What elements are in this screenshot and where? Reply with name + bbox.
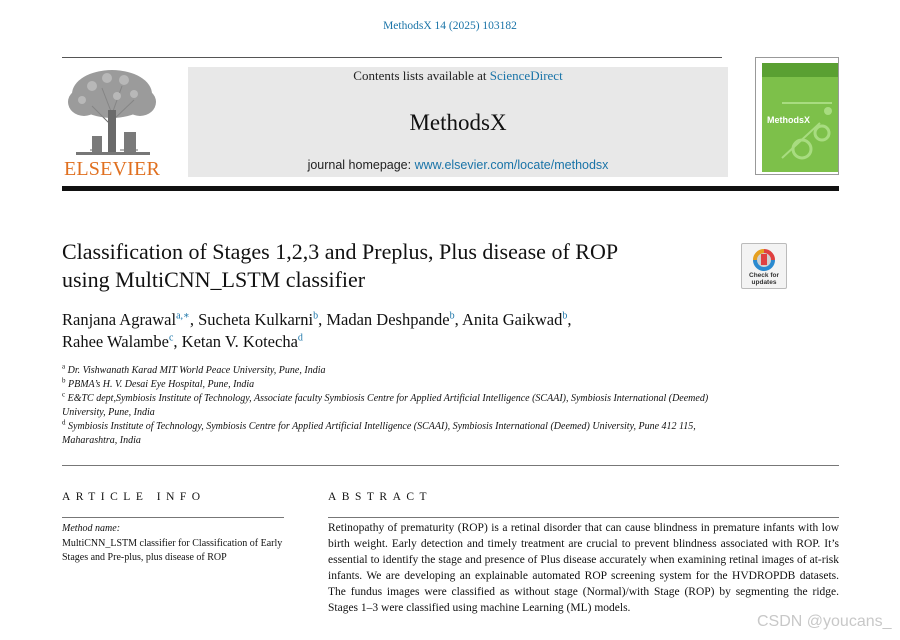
article-title (62, 238, 722, 294)
author-name[interactable]: Anita Gaikwad (461, 310, 563, 329)
author-name[interactable]: Sucheta Kulkarni (198, 310, 314, 329)
affiliation-text: PBMA’s H. V. Desai Eye Hospital, Pune, India (68, 379, 255, 390)
journal-reference[interactable]: MethodsX 14 (2025) 103182 (383, 20, 517, 32)
affiliation-text: Dr. Vishwanath Karad MIT World Peace University, Pune, India (67, 365, 326, 376)
contents-prefix: Contents lists available at (353, 68, 490, 83)
check-for-updates-line1: Check for (749, 272, 779, 279)
abstract-heading: ABSTRACT (328, 491, 433, 503)
affiliation-key: b (62, 376, 66, 385)
author-list (62, 309, 762, 353)
affiliation-key: a (62, 362, 66, 371)
author-affiliation-marker[interactable]: b (313, 310, 319, 322)
affiliation-key: c (62, 390, 66, 399)
article-info-rule (62, 517, 284, 518)
elsevier-wordmark: ELSEVIER (63, 158, 161, 180)
author-name[interactable]: Madan Deshpande (326, 310, 450, 329)
homepage-prefix: journal homepage: (307, 158, 415, 172)
check-for-updates-label (742, 272, 786, 286)
affiliation-item (62, 420, 727, 448)
author-name[interactable]: Rahee Walambe (62, 332, 169, 351)
cover-art (762, 63, 838, 172)
csdn-watermark: CSDN @youcans_ (757, 613, 892, 630)
author-affiliation-marker[interactable]: d (297, 332, 303, 344)
check-for-updates-icon (742, 246, 786, 274)
contents-line (188, 68, 728, 84)
section-divider (62, 465, 839, 466)
author-separator: , (189, 310, 199, 329)
abstract-text: Retinopathy of prematurity (ROP) is a retinal disorder that can cause blindness in premature infants with low birth weight. Early detection and timely treatment are crucial to prevent blindness associated with ROP. It’s essential to identify the stage and presence of Plus disease accurately when examining retinal images of at-risk infants. We are developing an explainable automated ROP screening system for the HVDROPDB datasets. The fundus images were classified as without stage (Normal)/with Stage (ROP) by segmenting the ridge. Stages 1–3 were classified using machine Learning (ML) models. (328, 522, 839, 614)
affiliation-item (62, 378, 727, 392)
article-title-line-2: using MultiCNN_LSTM classifier (62, 267, 366, 292)
affiliation-item (62, 364, 727, 378)
article-title-line-1: Classification of Stages 1,2,3 and Preplus, Plus disease of ROP (62, 239, 619, 264)
article-info-heading: ARTICLE INFO (62, 491, 206, 503)
affiliation-key: d (62, 418, 66, 427)
author-separator: , (567, 310, 572, 329)
elsevier-logo[interactable] (62, 66, 162, 180)
author-affiliation-marker[interactable]: a,∗ (176, 310, 190, 322)
check-for-updates-button[interactable] (741, 243, 787, 289)
author-affiliation-marker[interactable]: b (562, 310, 568, 322)
homepage-link[interactable]: www.elsevier.com/locate/methodsx (414, 158, 609, 172)
author-separator: , (318, 310, 327, 329)
check-for-updates-line2: updates (751, 279, 777, 286)
cover-title: MethodsX (767, 115, 811, 125)
author-separator: , (454, 310, 462, 329)
journal-banner (188, 67, 728, 177)
method-name-label: Method name: (62, 523, 121, 534)
affiliation-text: E&TC dept,Symbiosis Institute of Technology, Associate faculty Symbiosis Centre for Applied Artificial Intelligence (SCAAI), Symbiosis International (Deemed) University, Pune, India (62, 393, 709, 418)
journal-cover[interactable] (755, 57, 839, 175)
abstract-rule (328, 517, 839, 518)
method-name-text: MultiCNN_LSTM classifier for Classification of Early Stages and Pre-plus, plus disease of ROP (62, 538, 283, 563)
affiliation-item (62, 392, 727, 420)
homepage-line (188, 158, 728, 172)
sciencedirect-link[interactable]: ScienceDirect (489, 68, 563, 83)
journal-title: MethodsX (409, 110, 507, 135)
author-name[interactable]: Ranjana Agrawal (62, 310, 177, 329)
author-separator: , (173, 332, 182, 351)
affiliation-text: Symbiosis Institute of Technology, Symbiosis Centre for Applied Artificial Intelligence (SCAAI), Symbiosis International (Deemed) University, Pune 412 115, Maharashtra, India (62, 421, 696, 446)
author-affiliation-marker[interactable]: c (168, 332, 174, 344)
author-name[interactable]: Ketan V. Kotecha (181, 332, 298, 351)
author-affiliation-marker[interactable]: b (449, 310, 455, 322)
header-thick-rule (62, 186, 839, 191)
elsevier-tree-logo (62, 66, 162, 158)
header-rule (62, 57, 722, 58)
affiliation-list (62, 364, 727, 448)
